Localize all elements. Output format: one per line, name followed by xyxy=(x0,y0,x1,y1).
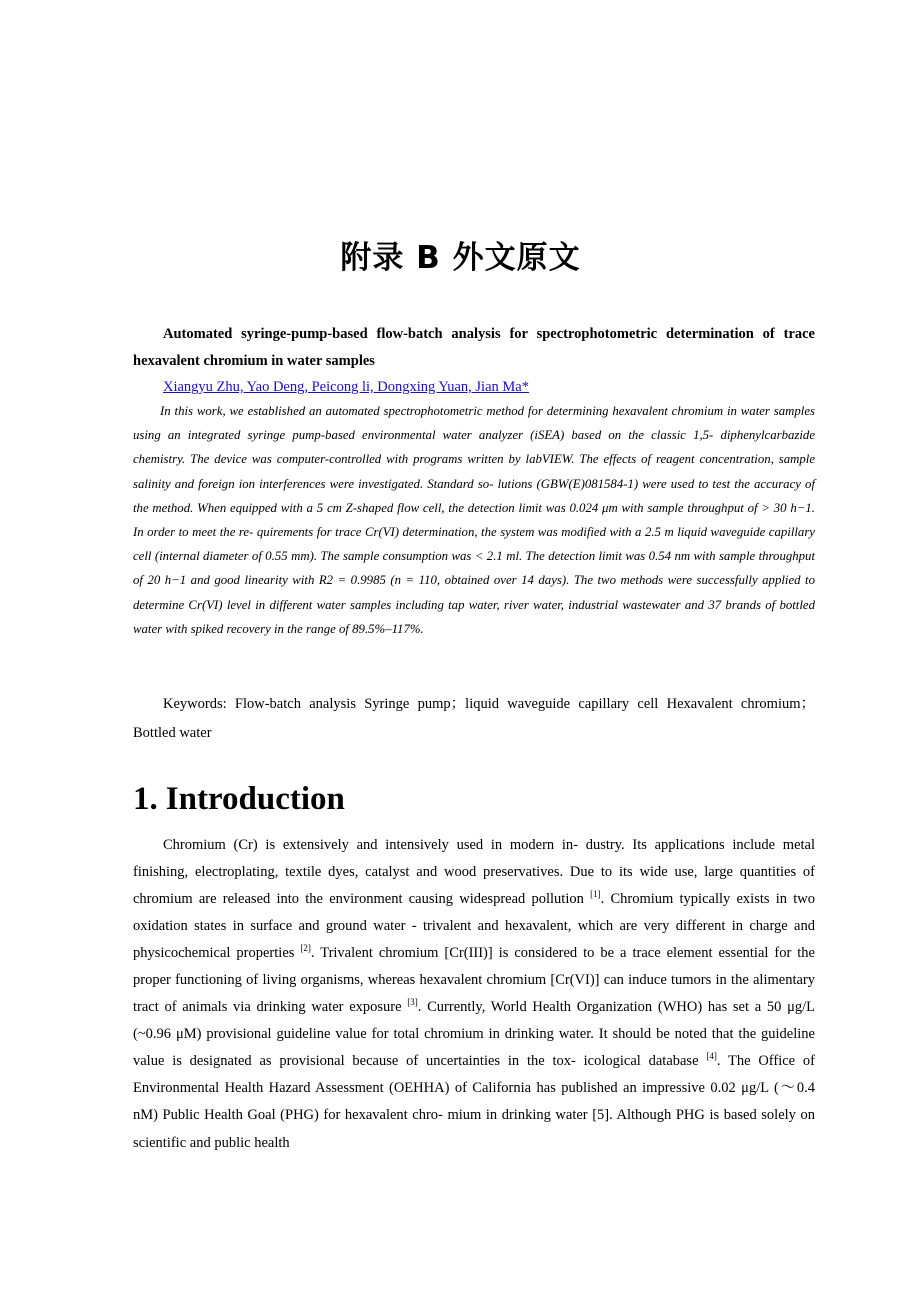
paragraph-text: . Trivalent chromium [Cr(III)] is considered to be a trace element essential for the proper functioning of living organisms, whereas hexavalent chromium [Cr(VI)] can induce tumors in the alimentary tract of animals via drinking water exposure xyxy=(133,945,815,1016)
introduction-paragraph xyxy=(133,832,815,1157)
section-number: 1. xyxy=(133,781,158,817)
keywords: Keywords: Flow-batch analysis Syringe pump；liquid waveguide capillary cell Hexavalent chromium；Bottled water xyxy=(133,696,815,741)
paragraph-text: . Chromium typically exists in two oxidation states in surface and ground water - trivalent and hexavalent, which are very different in charge and physicochemical properties xyxy=(133,891,815,962)
section-heading xyxy=(133,776,345,822)
section-title: Introduction xyxy=(165,781,345,817)
paragraph-text: . Currently, World Health Organization (WHO) has set a 50 μg/L (~0.96 μM) provisional guideline value for total chromium in drinking water. It should be noted that the guideline value is designated as provisional because of uncertainties in the tox- icological database xyxy=(133,999,815,1070)
paper-title: Automated syringe-pump-based flow-batch analysis for spectrophotometric determination of trace hexavalent chromium in water samples xyxy=(133,326,815,369)
abstract: In this work, we established an automated spectrophotometric method for determining hexavalent chromium in water samples using an integrated syringe pump-based environmental water analyzer (iSEA) based on the classic 1,5‐ diphenylcarbazide chemistry. The device was computer-controlled with programs written by labVIEW. The effects of reagent concentration, sample salinity and foreign ion interferences were investigated. Standard so- lutions (GBW(E)081584-1) were used to test the accuracy of the method. When equipped with a 5 cm Z-shaped flow cell, the detection limit was 0.024 μm with sample throughput of > 30 h−1. In order to meet the re- quirements for trace Cr(VI) determination, the system was modified with a 2.5 m liquid waveguide capillary cell (internal diameter of 0.55 mm). The sample consumption was < 2.1 ml. The detection limit was 0.54 nm with sample throughput of 20 h−1 and good linearity with R2 = 0.9985 (n = 110, obtained over 14 days). The two methods were successfully applied to determine Cr(VI) level in different water samples including tap water, river water, industrial wastewater and 37 brands of bottled water with spiked recovery in the range of 89.5%–117%. xyxy=(133,404,815,636)
appendix-title: 附录 B 外文原文 xyxy=(340,240,581,276)
paragraph-text: Chromium (Cr) is extensively and intensively used in modern in- dustry. Its applications include metal finishing, electroplating, textile dyes, catalyst and wood preservatives. Due to its wide use, large quantities of chromium are released into the environment causing widespread pollution xyxy=(133,837,815,908)
author-list-link[interactable]: Xiangyu Zhu, Yao Deng, Peicong li, Dongxing Yuan, Jian Ma* xyxy=(163,379,529,395)
citation: [4] xyxy=(706,1051,717,1062)
paragraph-text: . The Office of Environmental Health Hazard Assessment (OEHHA) of California has published an impressive 0.02 μg/L (～0.4 nM) Public Health Goal (PHG) for hexavalent chro- mium in drinking water [5]. Although PHG is based solely on scientific and public health xyxy=(133,1053,815,1151)
citation: [2] xyxy=(300,943,311,954)
citation: [3] xyxy=(407,997,418,1008)
citation: [1] xyxy=(590,889,601,900)
